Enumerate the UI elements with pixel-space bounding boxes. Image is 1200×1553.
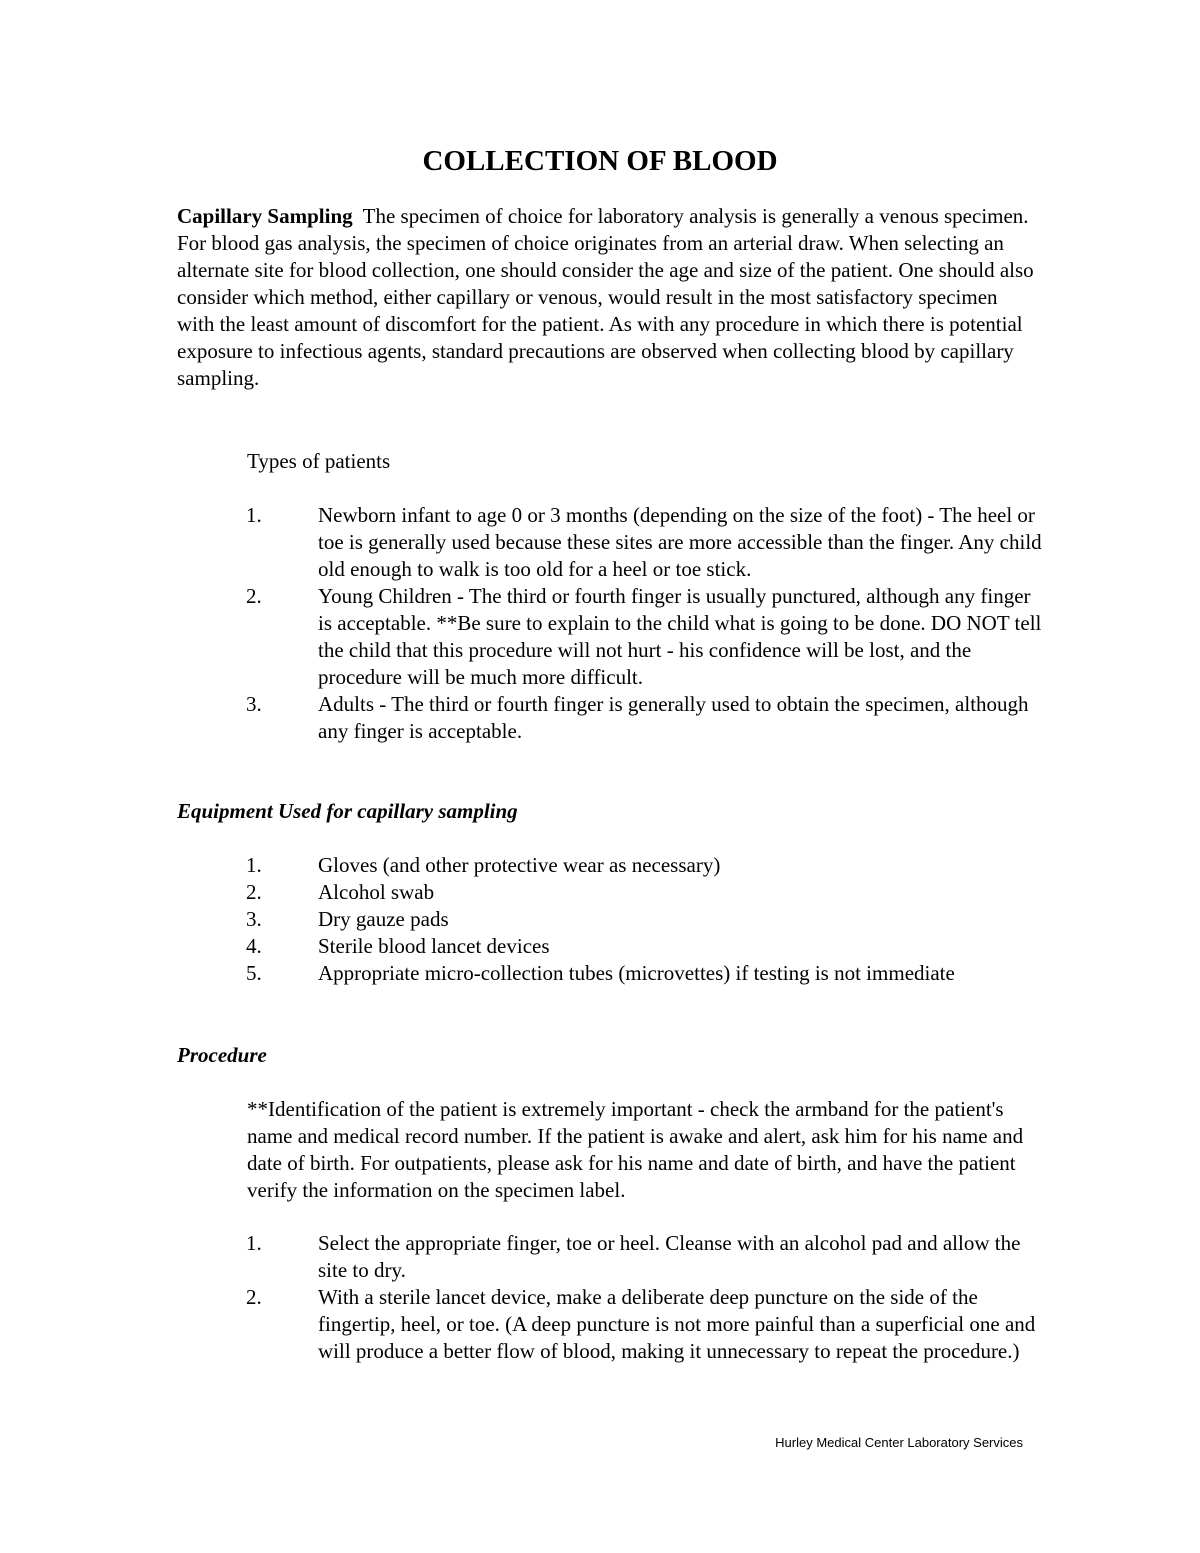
list-text: Alcohol swab (318, 880, 435, 904)
list-text: Dry gauze pads (318, 907, 449, 931)
list-item (246, 933, 1046, 960)
list-item (246, 502, 1046, 583)
list-number: 3. (246, 907, 262, 931)
list-text: Adults - The third or fourth finger is generally used to obtain the specimen, although any finger is acceptable. (318, 692, 1029, 743)
intro-text: The specimen of choice for laboratory analysis is generally a venous specimen. For blood gas analysis, the specimen of choice originates from an arterial draw. When selecting an alternate site for blood collection, one should consider the age and size of the patient. One should also consider which method, either capillary or venous, would result in the most satisfactory specimen with the least amount of discomfort for the patient. As with any procedure in which there is potential exposure to infectious agents, standard precautions are observed when collecting blood by capillary sampling. (177, 204, 1034, 390)
list-item (246, 960, 1046, 987)
list-text: Sterile blood lancet devices (318, 934, 550, 958)
intro-lead: Capillary Sampling (177, 204, 353, 228)
intro-paragraph (177, 203, 1037, 392)
list-number: 4. (246, 934, 262, 958)
document-title: COLLECTION OF BLOOD (422, 145, 778, 177)
list-text: Select the appropriate finger, toe or heel. Cleanse with an alcohol pad and allow the site to dry. (318, 1231, 1021, 1282)
list-item (246, 852, 1046, 879)
procedure-heading: Procedure (177, 1043, 267, 1067)
list-text: Gloves (and other protective wear as necessary) (318, 853, 721, 877)
list-text: Appropriate micro-collection tubes (microvettes) if testing is not immediate (318, 961, 955, 985)
list-item (246, 1230, 1046, 1284)
list-text: Young Children - The third or fourth finger is usually punctured, although any finger is acceptable. **Be sure to explain to the child what is going to be done. DO NOT tell the child that this procedure will not hurt - his confidence will be lost, and the procedure will be much more difficult. (318, 584, 1042, 689)
list-number: 2. (246, 880, 262, 904)
patient-types-list (246, 502, 1046, 745)
list-number: 2. (246, 1285, 262, 1309)
list-item (246, 879, 1046, 906)
procedure-note: **Identification of the patient is extremely important - check the armband for the patient's name and medical record number. If the patient is awake and alert, ask him for his name and date of birth. For outpatients, please ask for his name and date of birth, and have the patient verify the information on the specimen label. (247, 1097, 1024, 1202)
list-number: 2. (246, 584, 262, 608)
types-label: Types of patients (247, 449, 391, 473)
procedure-steps-list (246, 1230, 1046, 1365)
list-item (246, 583, 1046, 691)
list-number: 3. (246, 692, 262, 716)
list-item (246, 691, 1046, 745)
list-number: 1. (246, 1231, 262, 1255)
list-number: 1. (246, 503, 262, 527)
list-item (246, 906, 1046, 933)
equipment-list (246, 852, 1046, 987)
list-text: Newborn infant to age 0 or 3 months (depending on the size of the foot) - The heel or toe is generally used because these sites are more accessible than the finger. Any child old enough to walk is too old for a heel or toe stick. (318, 503, 1042, 581)
page-footer: Hurley Medical Center Laboratory Services (775, 1435, 1023, 1450)
equipment-heading: Equipment Used for capillary sampling (177, 799, 518, 823)
list-text: With a sterile lancet device, make a deliberate deep puncture on the side of the fingertip, heel, or toe. (A deep puncture is not more painful than a superficial one and will produce a better flow of blood, making it unnecessary to repeat the procedure.) (318, 1285, 1036, 1363)
list-number: 1. (246, 853, 262, 877)
list-number: 5. (246, 961, 262, 985)
list-item (246, 1284, 1046, 1365)
